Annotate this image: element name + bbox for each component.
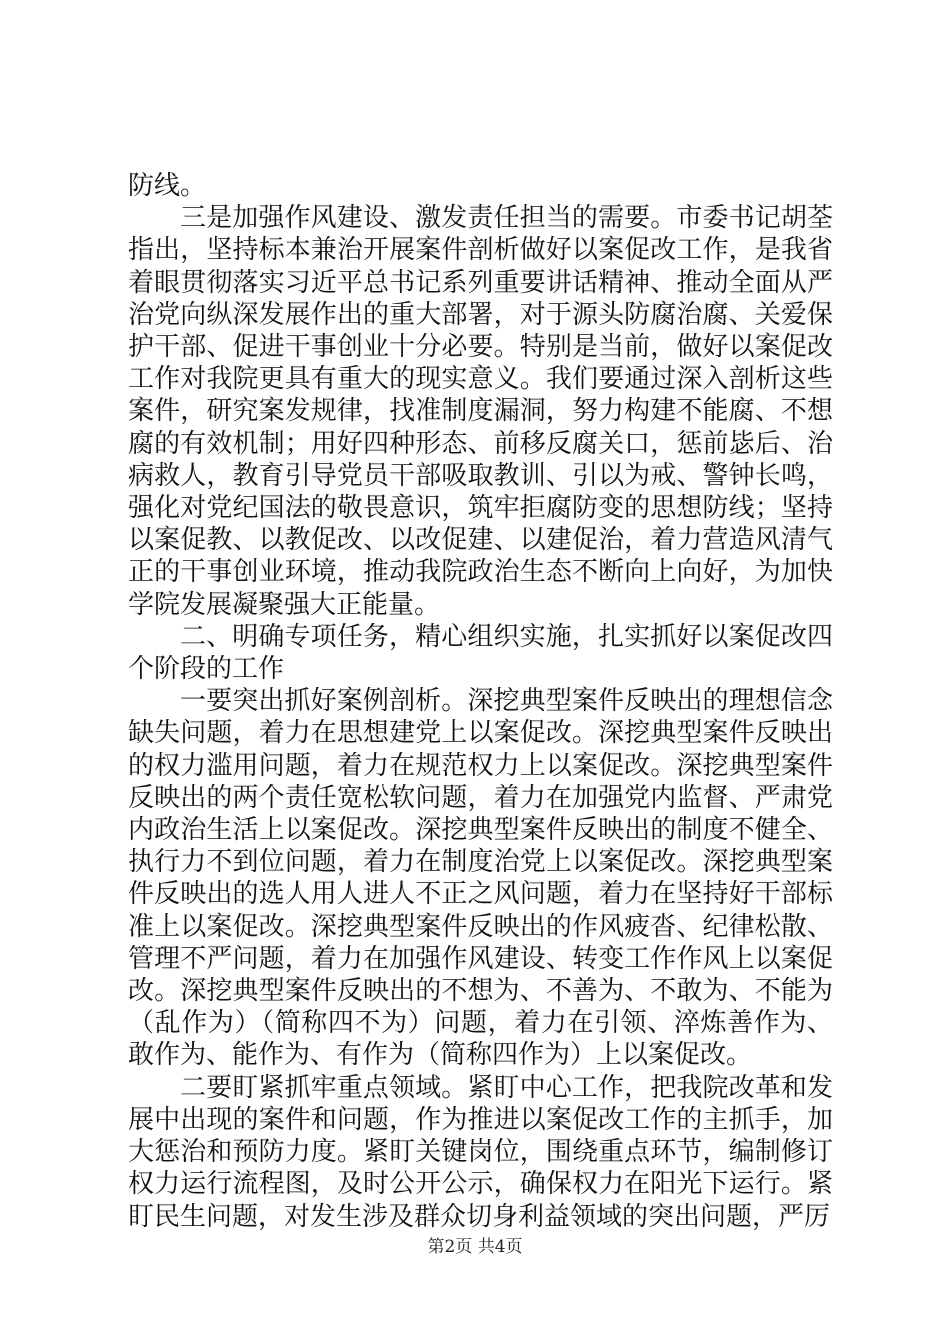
paragraph-continuation: 防线。 (128, 171, 207, 201)
page-footer (0, 1237, 950, 1257)
paragraph-case-analysis: 一要突出抓好案例剖析。深挖典型案件反映出的理想信念缺失问题，着力在思想建党上以案促改。深挖典型案件反映出的权力滥用问题，着力在规范权力上以案促改。深挖典型案件反映出的两个责任宽松软问题，着力在加强党内监督、严肃党内政治生活上以案促改。深挖典型案件反映出的制度不健全、执行力不到位问题，着力在制度治党上以案促改。深挖典型案件反映出的选人用人进人不正之风问题，着力在坚持好干部标准上以案促改。深挖典型案件反映出的作风疲沓、纪律松散、管理不严问题，着力在加强作风建设、转变工作作风上以案促改。深挖典型案件反映出的不想为、不善为、不敢为、不能为（乱作为）（简称四不为）问题，着力在引领、淬炼善作为、敢作为、能作为、有作为（简称四作为）上以案促改。 (128, 686, 833, 1071)
page-number-label: 第2页 共4页 (427, 1237, 523, 1257)
paragraph-key-areas: 二要盯紧抓牢重点领域。紧盯中心工作，把我院改革和发展中出现的案件和问题，作为推进以案促改工作的主抓手，加大惩治和预防力度。紧盯关键岗位，围绕重点环节，编制修订权力运行流程图，及时公开公示，确保权力在阳光下运行。紧盯民生问题，对发生涉及群众切身利益领域的突出问题，严厉 (128, 1072, 833, 1232)
section-heading: 二、明确专项任务，精心组织实施，扎实抓好以案促改四个阶段的工作 (128, 621, 833, 685)
document-body (128, 170, 833, 1233)
paragraph-third-point: 三是加强作风建设、激发责任担当的需要。市委书记胡荃指出，坚持标本兼治开展案件剖析做好以案促改工作，是我省着眼贯彻落实习近平总书记系列重要讲话精神、推动全面从严治党向纵深发展作出的重大部署，对于源头防腐治腐、关爱保护干部、促进干事创业十分必要。特别是当前，做好以案促改工作对我院更具有重大的现实意义。我们要通过深入剖析这些案件，研究案发规律，找准制度漏洞，努力构建不能腐、不想腐的有效机制；用好四种形态、前移反腐关口，惩前毖后、治病救人，教育引导党员干部吸取教训、引以为戒、警钟长鸣，强化对党纪国法的敬畏意识，筑牢拒腐防变的思想防线；坚持以案促教、以教促改、以改促建、以建促治，着力营造风清气正的干事创业环境，推动我院政治生态不断向上向好，为加快学院发展凝聚强大正能量。 (128, 203, 833, 620)
